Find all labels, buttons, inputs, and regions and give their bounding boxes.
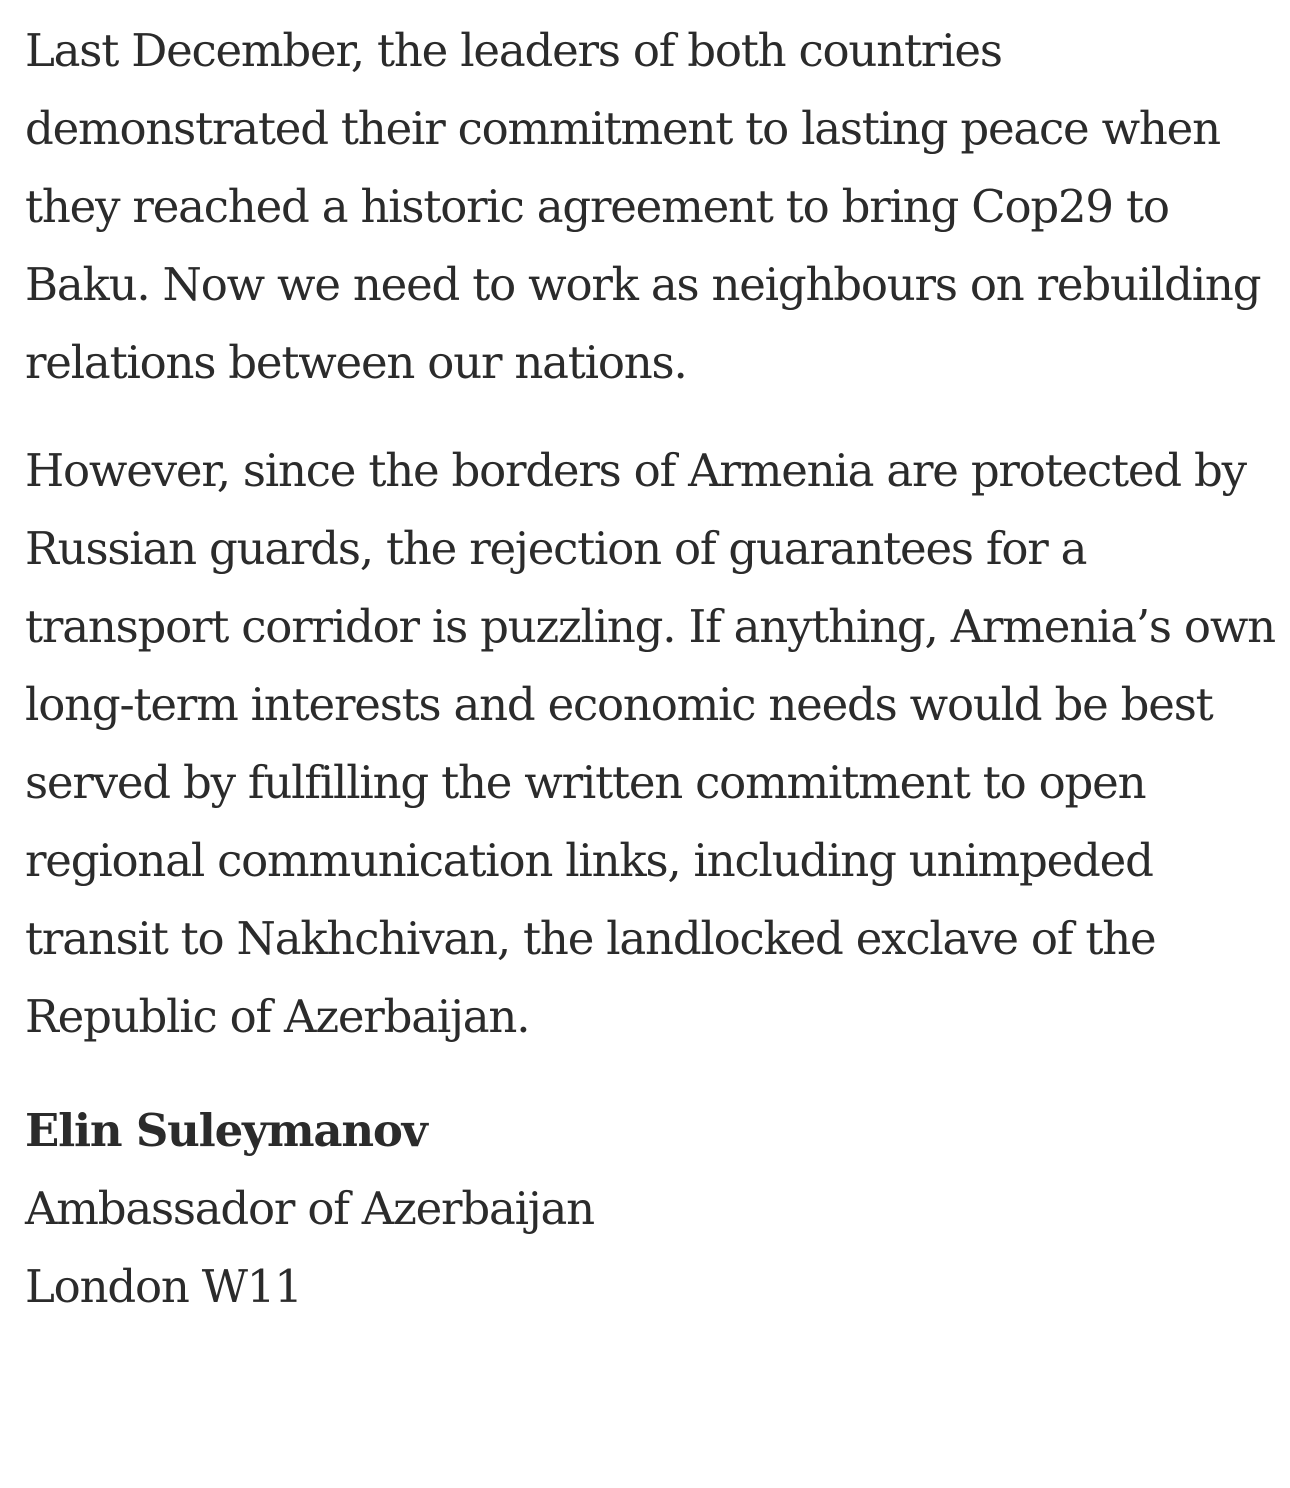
author-name: Elin Suleymanov <box>25 1104 427 1157</box>
author-title: Ambassador of Azerbaijan <box>25 1182 594 1235</box>
paragraph-2: However, since the borders of Armenia are protected by Russian guards, the rejection of guarantees for a transport corridor is puzzling. If anything, Armenia’s own long-term interests and economic needs would be best served by fulfilling the written commitment to open regional communication links, including unimpeded transit to Nakhchivan, the landlocked exclave of the Republic of Azerbaijan. <box>25 444 1275 1043</box>
signature-block <box>25 1092 1275 1326</box>
author-location: London W11 <box>25 1260 302 1313</box>
paragraph-1: Last December, the leaders of both countries demonstrated their commitment to lasting peace when they reached a historic agreement to bring Cop29 to Baku. Now we need to work as neighbours on rebuilding relations between our nations. <box>25 24 1261 389</box>
letter-body <box>25 12 1275 1326</box>
